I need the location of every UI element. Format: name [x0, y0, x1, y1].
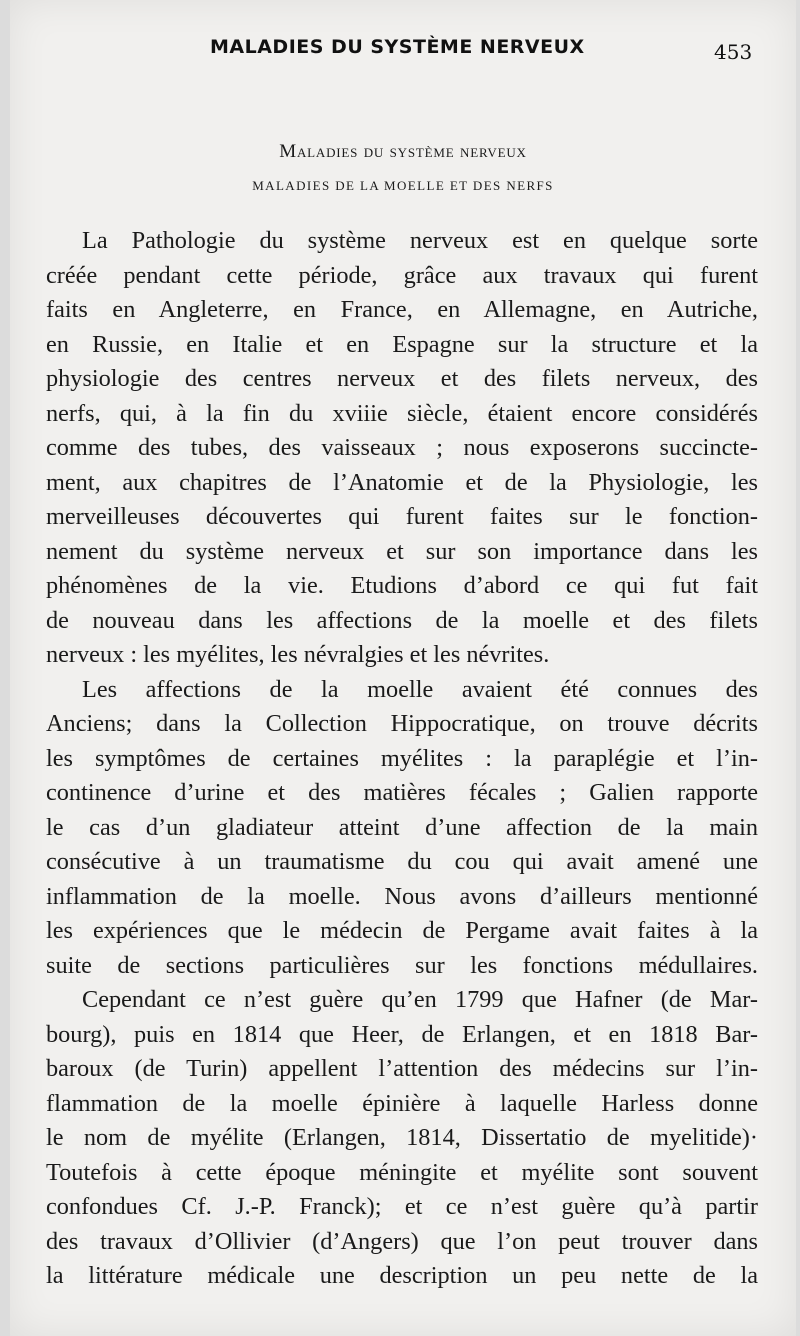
text-line: La Pathologie du système nerveux est en quelque sorte [82, 227, 758, 254]
section-title: Maladies du système nerveux [279, 141, 527, 162]
text-line: les expériences que le médecin de Pergame avait faites à la [46, 917, 758, 944]
text-line: nement du système nerveux et sur son importance dans les [46, 537, 758, 565]
text-line: ment, aux chapitres de l’Anatomie et de la Physiologie, les [46, 468, 758, 496]
text-line: comme des tubes, des vaisseaux ; nous exposerons succincte- [46, 434, 758, 461]
text-line: suite de sections particulières sur les fonctions médullaires. [46, 951, 758, 979]
text-line: baroux (de Turin) appellent l’attention des médecins sur l’in- [46, 1055, 758, 1082]
text-line: nerfs, qui, à la fin du xviiie siècle, étaient encore considérés [46, 399, 758, 427]
text-line: le nom de myélite (Erlangen, 1814, Dissertatio de myelitide)· [46, 1124, 758, 1151]
text-line: bourg), puis en 1814 que Heer, de Erlangen, et en 1818 Bar- [46, 1020, 758, 1048]
text-line: Les affections de la moelle avaient été connues des [82, 675, 758, 703]
text-line: merveilleuses découvertes qui furent faites sur le fonction- [46, 503, 758, 530]
text-line: en Russie, en Italie et en Espagne sur la structure et la [46, 330, 758, 358]
text-line: nerveux : les myélites, les névralgies et les névrites. [46, 641, 550, 668]
page [10, 0, 796, 1336]
text-line: des travaux d’Ollivier (d’Angers) que l’on peut trouver dans [46, 1227, 758, 1255]
text-line: confondues Cf. J.-P. Franck); et ce n’est guère qu’à partir [46, 1193, 758, 1220]
text-line: Toutefois à cette époque méningite et myélite sont souvent [46, 1158, 758, 1186]
page-number: 453 [714, 40, 753, 64]
text-line: continence d’urine et des matières fécales ; Galien rapporte [46, 779, 758, 806]
running-head: MALADIES DU SYSTÈME NERVEUX [210, 36, 585, 58]
text-line: consécutive à un traumatisme du cou qui avait amené une [46, 848, 758, 875]
text-line: les symptômes de certaines myélites : la paraplégie et l’in- [46, 744, 758, 772]
text-line: Cependant ce n’est guère qu’en 1799 que Hafner (de Mar- [82, 986, 758, 1013]
section-subtitle: MALADIES DE LA MOELLE ET DES NERFS [252, 178, 554, 193]
body-text [46, 224, 758, 1294]
text-line: inflammation de la moelle. Nous avons d’ailleurs mentionné [46, 882, 758, 910]
text-line: la littérature médicale une description un peu nette de la [46, 1262, 758, 1289]
text-line: le cas d’un gladiateur atteint d’une affection de la main [46, 813, 758, 841]
text-line: créée pendant cette période, grâce aux travaux qui furent [46, 261, 758, 289]
text-line: phénomènes de la vie. Etudions d’abord ce qui fut fait [46, 572, 758, 599]
text-line: flammation de la moelle épinière à laquelle Harless donne [46, 1089, 758, 1117]
text-line: Anciens; dans la Collection Hippocratique, on trouve décrits [46, 710, 758, 737]
text-line: faits en Angleterre, en France, en Allemagne, en Autriche, [46, 296, 758, 323]
text-line: de nouveau dans les affections de la moelle et des filets [46, 606, 758, 634]
text-line: physiologie des centres nerveux et des filets nerveux, des [46, 365, 758, 392]
